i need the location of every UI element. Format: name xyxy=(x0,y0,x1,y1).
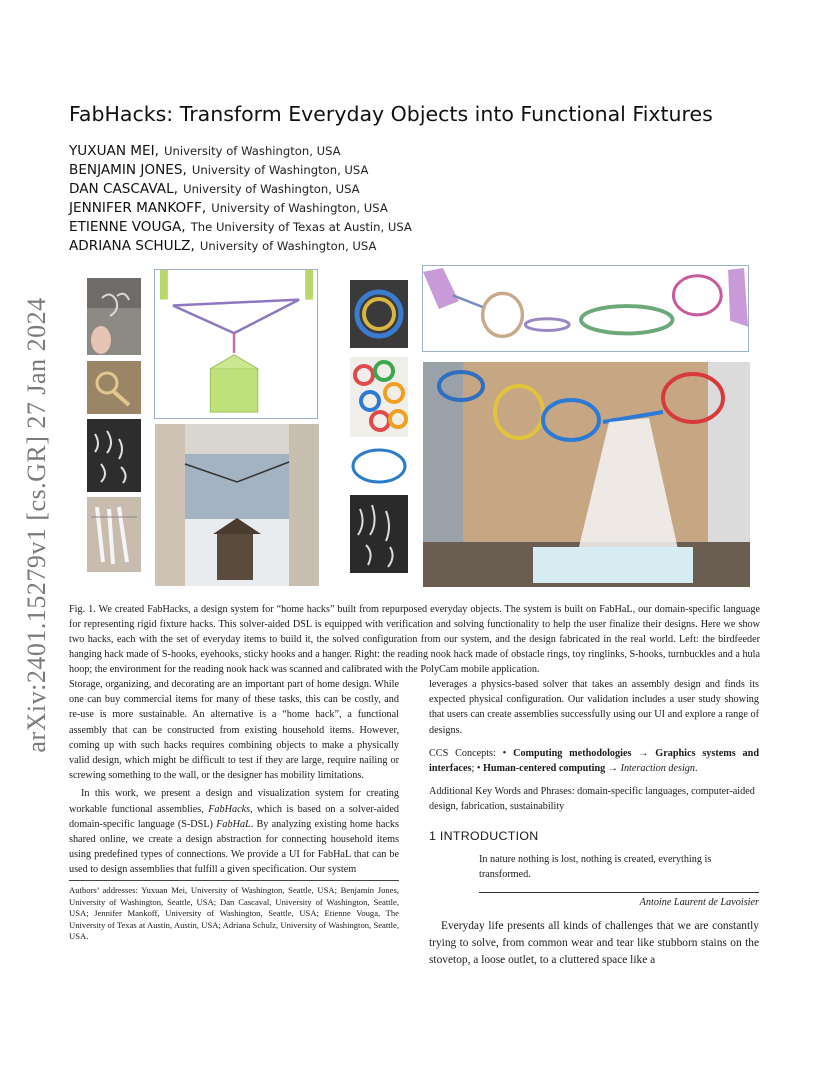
epigraph-attribution: Antoine Laurent de Lavoisier xyxy=(479,892,759,910)
author-name: BENJAMIN JONES, xyxy=(69,162,187,178)
ccs-label: CCS Concepts: • xyxy=(429,747,514,759)
abstract-paragraph: Storage, organizing, and decorating are an important part of home design. While one can buy commercial items for many of these tasks, this can be costly, and re-use is more sustainable. An alternative is a “home hack”, a functional assembly that can be constructed from existing household items. However, coming up with such hacks requires combining objects to make a physically valid design, which might be difficult to test if they are large, require nailing or screwing something to the wall, or the designer has mobility limitations. xyxy=(69,679,399,782)
author-name: ETIENNE VOUGA, xyxy=(69,219,186,235)
ccs-concept: Human-centered computing xyxy=(482,763,606,775)
epigraph-quote: In nature nothing is lost, nothing is created, everything is transformed. xyxy=(479,853,712,881)
caption-text: We created FabHacks, a design system for “home hacks” built from repurposed everyday objects. The system is built on FabHaL, our domain-specific language for representing rigid fixture hacks. This solver-aided DSL is equipped with verification and solving functionality to help the user finalize their designs. Here we show two hacks, each with the set of everyday items to build it, the solved configuration from our system, and the design fabricated in the real world. Left: the birdfeeder hanging hack made of S-hooks, eyehooks, sticky hooks and a hanger. Right: the reading nook hack made of obstacle rings, toy ringlinks, S-hooks, turnbuckles and a hula hoop; the environment for the reading nook hack was scanned and calibrated with the PolyCam mobile application. xyxy=(69,604,760,675)
author xyxy=(69,235,412,254)
reading-nook-real-photo xyxy=(423,362,750,587)
birdfeeder-real-photo xyxy=(155,424,319,586)
abstract-text: . By analyzing existing home hacks shared online, we create a design abstraction for connecting household items using predefined types of connections. We provide a UI for FabHaL that can be used to design assemblies that fulfill a given specification. Our system xyxy=(69,818,399,876)
caption-label: Fig. 1. xyxy=(69,604,96,615)
abstract-paragraph: leverages a physics-based solver that takes an assembly design and finds its expected physical configuration. Our validation includes a user study showing that users can create assemblies successfully using our UI and explore a range of designs. xyxy=(429,679,759,736)
abstract-paragraph xyxy=(69,786,399,877)
ccs-concepts xyxy=(429,746,759,776)
author-affiliation: University of Washington, USA xyxy=(191,163,369,177)
author xyxy=(69,178,412,197)
author-affiliation: University of Washington, USA xyxy=(183,182,360,196)
author-list xyxy=(69,140,412,254)
language-name: FabHaL xyxy=(216,818,251,830)
abstract-left-column xyxy=(69,677,399,881)
arxiv-stamp-text: arXiv:2401.15279v1 [cs.GR] 27 Jan 2024 xyxy=(22,297,51,753)
author-affiliation: University of Washington, USA xyxy=(164,144,341,158)
author-name: YUXUAN MEI, xyxy=(69,143,159,159)
author xyxy=(69,197,412,216)
sticky-hooks-photo xyxy=(87,419,141,492)
abstract-right-column xyxy=(429,677,759,972)
keywords: Additional Key Words and Phrases: domain-specific languages, computer-aided design, fabrication, sustainability xyxy=(429,786,755,813)
eyehooks-photo xyxy=(87,361,141,414)
hanger-photo xyxy=(87,497,141,572)
author xyxy=(69,140,412,159)
abstract-text: , which is based on a solver-aided domain-specific language (S-DSL) xyxy=(69,803,399,830)
author-name: DAN CASCAVAL, xyxy=(69,181,178,197)
author-affiliation: University of Washington, USA xyxy=(211,201,388,215)
obstacle-rings-photo xyxy=(350,280,408,348)
turnbuckles-photo xyxy=(350,495,408,573)
author-affiliation: The University of Texas at Austin, USA xyxy=(190,220,412,234)
abstract-text: In this work, we present a design and visualization system for creating workable functional assemblies, xyxy=(69,788,399,815)
paper-title: FabHacks: Transform Everyday Objects into Functional Fixtures xyxy=(69,102,713,126)
author-name: JENNIFER MANKOFF, xyxy=(69,200,207,216)
arxiv-stamp xyxy=(20,290,54,760)
s-hooks-photo xyxy=(87,278,141,355)
ccs-arrow: → xyxy=(605,763,621,775)
section-heading: 1 INTRODUCTION xyxy=(429,828,539,843)
reading-nook-solved-render xyxy=(422,265,749,352)
birdfeeder-solved-render xyxy=(154,269,318,419)
figure-caption xyxy=(69,602,760,677)
toy-ringlinks-photo xyxy=(350,357,408,437)
ccs-concept-sub: Interaction design xyxy=(620,763,695,775)
hula-hoop-photo xyxy=(350,446,408,486)
author xyxy=(69,216,412,235)
ccs-end: . xyxy=(694,763,698,775)
ccs-concept: Computing methodologies → Graphics systems and interfaces xyxy=(429,747,759,775)
author-name: ADRIANA SCHULZ, xyxy=(69,238,195,254)
system-name: FabHacks xyxy=(208,803,251,815)
author-affiliation: University of Washington, USA xyxy=(199,239,377,253)
intro-paragraph: Everyday life presents all kinds of challenges that we are constantly trying to solve, from common wear and tear like stubborn stains on the stovetop, a loose outlet, to a cluttered space like a xyxy=(429,920,759,967)
ccs-separator: ; • xyxy=(471,763,483,775)
author-addresses-footnote: Authors’ addresses: Yuxuan Mei, University of Washington, Seattle, USA; Benjamin Jones, University of Washington, Seattle, USA; Dan Cascaval, University of Washington, Seattle, USA; Jennifer Mankoff, University of Washington, Seattle, USA; Etienne Vouga, The University of Texas at Austin, Austin, USA; Adriana Schulz, University of Washington, Seattle, USA. xyxy=(69,880,399,943)
author xyxy=(69,159,412,178)
